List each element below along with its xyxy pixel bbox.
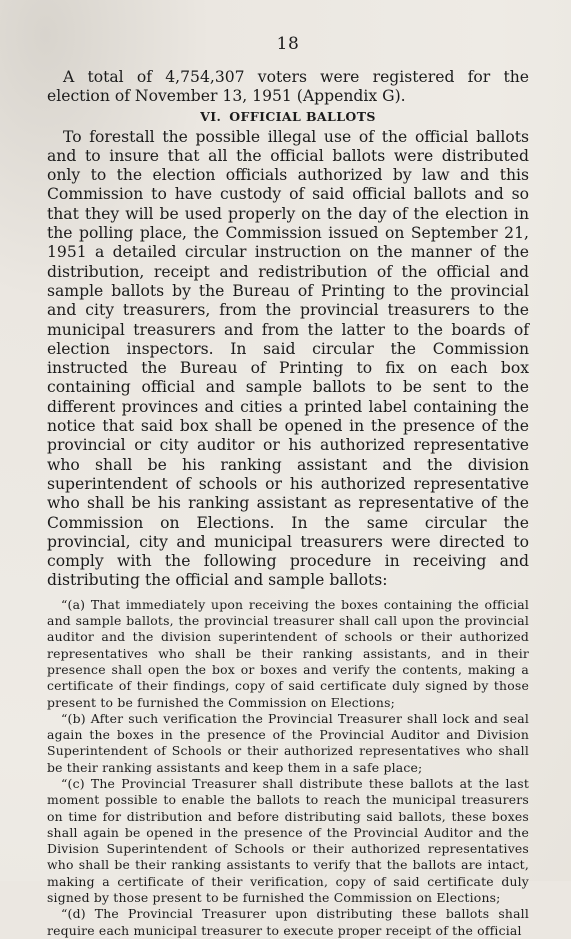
page-number: 18 (276, 34, 300, 54)
page-content (47, 34, 529, 939)
section-numeral: VI. (200, 108, 222, 124)
registration-paragraph: A total of 4,754,307 voters were registered for the election of November 13, 1951 (Appendix G). (47, 68, 529, 106)
procedure-item-c: “(c) The Provincial Treasurer shall distribute these ballots at the last moment possible to enable the ballots to reach the municipal treasurers on time for distribution and before distributing said ballots, these boxes shall again be opened in the presence of the Provincial Auditor and the Division Superintendent of Schools or their authorized representatives who shall be their ranking assistants to verify that the ballots are intact, making a certificate of their verification, copy of said certificate duly signed by those present to be furnished the Commission on Elections; (47, 775, 529, 906)
section-title: OFFICIAL BALLOTS (229, 108, 376, 124)
ballots-paragraph: To forestall the possible illegal use of the official ballots and to insure that all the official ballots were distributed only to the election officials authorized by law and this Commission to have custody of said official ballots and so that they will be used properly on the day of the election in the polling place, the Commission issued on September 21, 1951 a detailed circular instruction on the manner of the distribution, receipt and redistribution of the official and sample ballots by the Bureau of Printing to the provincial and city treasurers, from the provincial treasurers to the municipal treasurers and from the latter to the boards of election inspectors. In said circular the Commission instructed the Bureau of Printing to fix on each box containing official and sample ballots to be sent to the different provinces and cities a printed label containing the notice that said box shall be opened in the presence of the provincial or city auditor or his authorized representative who shall be his ranking assistant and the division superintendent of schools or his authorized representative who shall be his ranking assistant as representative of the Commission on Elections. In the same circular the provincial, city and municipal treasurers were directed to comply with the following procedure in receiving and distributing the official and sample ballots: (47, 127, 529, 590)
procedure-item-b: “(b) After such verification the Provincial Treasurer shall lock and seal again the boxes in the presence of the Provincial Auditor and Division Superintendent of Schools or their authorized representatives who shall be their ranking assistants and keep them in a safe place; (47, 710, 529, 775)
procedure-item-a: “(a) That immediately upon receiving the boxes containing the official and sample ballots, the provincial treasurer shall call upon the provincial auditor and the division superintendent of schools or their authorized representatives who shall be their ranking assistants, and in their presence shall open the box or boxes and verify the contents, making a certificate of their findings, copy of said certificate duly signed by those present to be furnished the Commission on Elections; (47, 596, 529, 710)
section-heading (47, 109, 529, 124)
procedure-item-d: “(d) The Provincial Treasurer upon distributing these ballots shall require each municipal treasurer to execute proper receipt of the official (47, 906, 529, 938)
